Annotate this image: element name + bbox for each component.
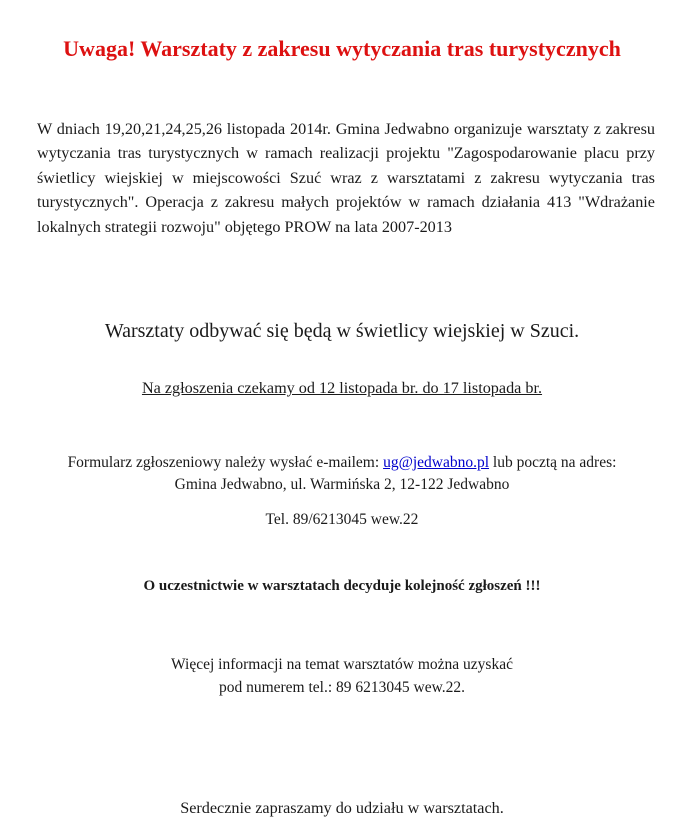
venue-text: Warsztaty odbywać się będą w świetlicy wiejskiej w Szuci. bbox=[104, 320, 580, 342]
form-info bbox=[0, 452, 684, 496]
more-info bbox=[0, 653, 684, 699]
more-info-line2: pod numerem tel.: 89 6213045 wew.22. bbox=[218, 679, 466, 696]
email-link[interactable]: ug@jedwabno.pl bbox=[383, 454, 490, 471]
form-info-prefix: Formularz zgłoszeniowy należy wysłać e-mailem: bbox=[67, 454, 384, 471]
order-note: O uczestnictwie w warsztatach decyduje kolejność zgłoszeń !!! bbox=[143, 578, 541, 594]
more-info-line1: Więcej informacji na temat warsztatów można uzyskać bbox=[171, 656, 513, 673]
phone-text: Tel. 89/6213045 wew.22 bbox=[265, 511, 419, 528]
deadline-text: Na zgłoszenia czekamy od 12 listopada br. do 17 listopada br. bbox=[141, 379, 543, 397]
closing-text: Serdecznie zapraszamy do udziału w warsztatach. bbox=[180, 799, 504, 817]
intro-paragraph: W dniach 19,20,21,24,25,26 listopada 2014r. Gmina Jedwabno organizuje warsztaty z zakresu wytyczania tras turystycznych w ramach realizacji projektu "Zagospodarowanie placu przy świetlicy wiejskiej w miejscowości Szuć wraz z warsztatami z zakresu wytyczania tras turystycznych". Operacja z zakresu małych projektów w ramach działania 413 "Wdrażanie lokalnych strategii rozwoju" objętego PROW na lata 2007-2013 bbox=[37, 120, 655, 236]
form-info-suffix: lub pocztą na adres: bbox=[489, 454, 617, 471]
form-info-line bbox=[0, 452, 684, 474]
postal-address: Gmina Jedwabno, ul. Warmińska 2, 12-122 Jedwabno bbox=[174, 476, 510, 493]
page-title: Uwaga! Warsztaty z zakresu wytyczania tras turystycznych bbox=[63, 36, 621, 61]
